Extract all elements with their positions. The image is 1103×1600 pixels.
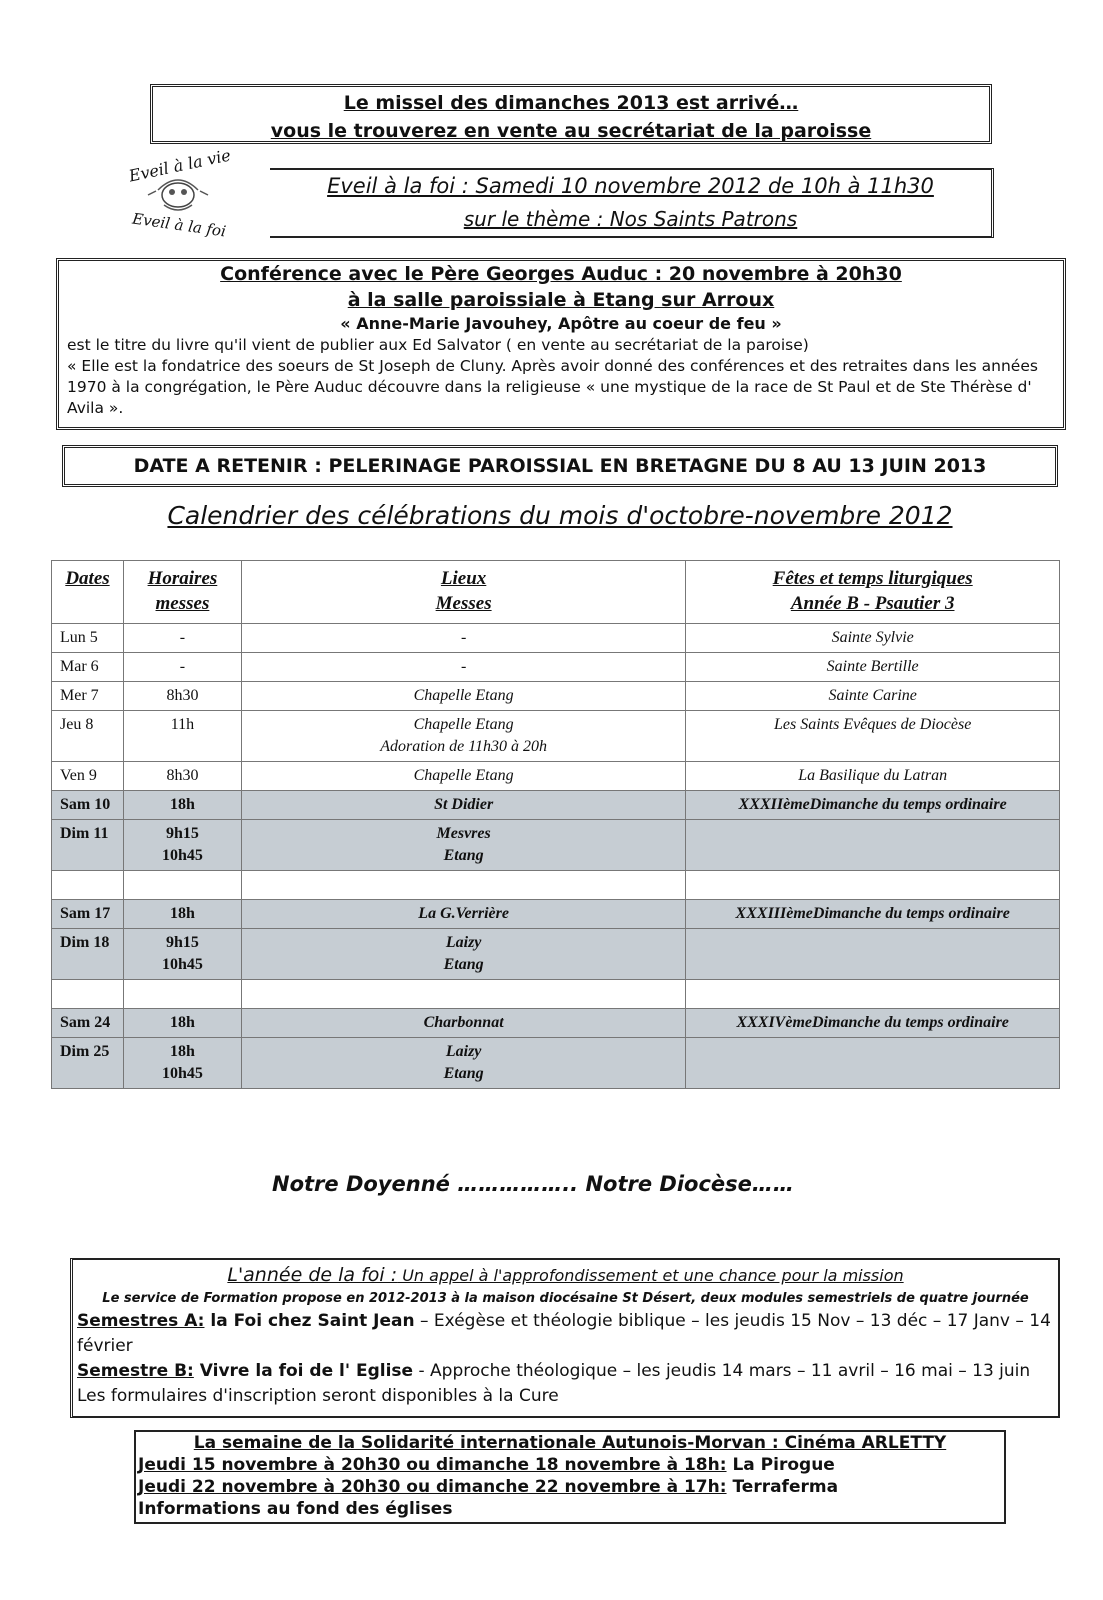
solidarite-title: La semaine de la Solidarité internationale Autunois-Morvan : Cinéma ARLETTY [193, 1433, 947, 1453]
solidarite-notice [134, 1430, 1006, 1524]
conference-notice [56, 258, 1066, 430]
row-fete: Les Saints Evêques de Diocèse [686, 711, 1060, 762]
row-time: 8h30 [123, 762, 241, 791]
logo-top-text: Eveil à la vie [127, 145, 233, 186]
header-horaires: Horaires messes [123, 561, 241, 624]
row-place: - [241, 653, 685, 682]
table-row [52, 624, 1060, 653]
semestre-a-title: la Foi chez Saint Jean [204, 1311, 415, 1331]
table-row [52, 820, 1060, 871]
row-time: 18h [123, 900, 241, 929]
table-row [52, 1009, 1060, 1038]
row-fete: XXXIIIèmeDimanche du temps ordinaire [686, 900, 1060, 929]
row-date: Lun 5 [52, 624, 124, 653]
missel-line2: vous le trouverez en vente au secrétariat de la paroisse [270, 120, 872, 142]
row-time: - [123, 653, 241, 682]
conference-p1: est le titre du livre qu'il vient de publier aux Ed Salvator ( en vente au secrétariat de la paroise) [67, 336, 809, 354]
conference-title2: à la salle paroissiale à Etang sur Arroux [347, 289, 775, 311]
row-time: 8h30 [123, 682, 241, 711]
semestre-a-label: Semestres A: [77, 1311, 205, 1331]
semestre-b-text: - Approche théologique – les jeudis 14 mars – 11 avril – 16 mai – 13 juin [413, 1361, 1031, 1381]
row-place: La G.Verrière [241, 900, 685, 929]
table-row [52, 653, 1060, 682]
conference-title1: Conférence avec le Père Georges Auduc : 20 novembre à 20h30 [220, 263, 902, 285]
annee-title [77, 1262, 1054, 1289]
row-fete: Sainte Bertille [686, 653, 1060, 682]
semestre-b-title: Vivre la foi de l' Eglise [193, 1361, 414, 1381]
solidarite-line1-film: La Pirogue [726, 1455, 835, 1475]
table-row [52, 711, 1060, 762]
table-row [52, 762, 1060, 791]
row-time: 9h15 10h45 [123, 820, 241, 871]
table-spacer-row [52, 871, 1060, 900]
row-place: Chapelle Etang [241, 762, 685, 791]
table-spacer-row [52, 980, 1060, 1009]
eveil-notice [270, 168, 994, 238]
row-date: Ven 9 [52, 762, 124, 791]
row-fete: XXXIIèmeDimanche du temps ordinaire [686, 791, 1060, 820]
row-date: Jeu 8 [52, 711, 124, 762]
eveil-line2: sur le thème : Nos Saints Patrons [463, 207, 798, 231]
solidarite-line2-date: Jeudi 22 novembre à 20h30 ou dimanche 22 novembre à 17h: [138, 1477, 727, 1497]
solidarite-line2 [138, 1476, 1002, 1498]
row-date: Sam 24 [52, 1009, 124, 1038]
semestre-b-label: Semestre B: [77, 1361, 194, 1381]
row-place: Chapelle Etang Adoration de 11h30 à 20h [241, 711, 685, 762]
eveil-logo [127, 145, 268, 250]
table-row [52, 900, 1060, 929]
table-row [52, 1038, 1060, 1089]
row-place: Mesvres Etang [241, 820, 685, 871]
row-fete: La Basilique du Latran [686, 762, 1060, 791]
date-retenir: DATE A RETENIR : PELERINAGE PAROISSIAL EN BRETAGNE DU 8 AU 13 JUIN 2013 [62, 445, 1058, 487]
row-date: Mer 7 [52, 682, 124, 711]
row-date: Dim 11 [52, 820, 124, 871]
row-place: - [241, 624, 685, 653]
row-place: Laizy Etang [241, 1038, 685, 1089]
row-fete: Sainte Carine [686, 682, 1060, 711]
row-time: 18h [123, 791, 241, 820]
row-time: 9h15 10h45 [123, 929, 241, 980]
table-row [52, 791, 1060, 820]
solidarite-line3: Informations au fond des églises [138, 1499, 453, 1519]
table-row [52, 929, 1060, 980]
table-row [52, 682, 1060, 711]
row-time: 18h [123, 1009, 241, 1038]
row-fete: XXXIVèmeDimanche du temps ordinaire [686, 1009, 1060, 1038]
annee-de-la-foi [70, 1258, 1060, 1418]
doyenne-diocese: Notre Doyenné …………….. Notre Diocèse…… [272, 1172, 794, 1196]
conference-p2: « Elle est la fondatrice des soeurs de St Joseph de Cluny. Après avoir donné des conférences et des retraites dans les années 1970 à la congrégation, le Père Auduc découvre dans la religieuse « une mystique de la race de St Paul et de Ste Thérèse d' Avila ». [67, 357, 1038, 417]
row-date: Sam 17 [52, 900, 124, 929]
calendar-table [51, 560, 1060, 1089]
eveil-line1: Eveil à la foi : Samedi 10 novembre 2012 de 10h à 11h30 [327, 174, 934, 198]
header-lieux: Lieux Messes [241, 561, 685, 624]
table-header [52, 561, 1060, 624]
logo-bottom-text: Eveil à la foi [131, 209, 228, 241]
row-place: Laizy Etang [241, 929, 685, 980]
annee-subtitle: Le service de Formation propose en 2012-2013 à la maison diocésaine St Désert, deux modules semestriels de quatre journée [102, 1291, 1029, 1306]
row-date: Dim 25 [52, 1038, 124, 1089]
conference-book: « Anne-Marie Javouhey, Apôtre au coeur de feu » [340, 314, 782, 333]
row-date: Sam 10 [52, 791, 124, 820]
row-time: 11h [123, 711, 241, 762]
row-time: 18h 10h45 [123, 1038, 241, 1089]
row-place: St Didier [241, 791, 685, 820]
annee-title-b: Un appel à l'approfondissement et une chance pour la mission [397, 1266, 904, 1285]
annee-forms: Les formulaires d'inscription seront disponibles à la Cure [77, 1386, 559, 1406]
annee-title-a: L'année de la foi : [227, 1264, 398, 1286]
row-fete [686, 820, 1060, 871]
row-time: - [123, 624, 241, 653]
solidarite-line1 [138, 1454, 1002, 1476]
calendar-title: Calendrier des célébrations du mois d'octobre-novembre 2012 [167, 501, 953, 530]
row-date: Mar 6 [52, 653, 124, 682]
missel-notice [150, 84, 992, 144]
row-fete [686, 929, 1060, 980]
semestre-a [77, 1309, 1054, 1359]
semestre-b [77, 1359, 1054, 1384]
solidarite-line2-film: Terraferma [726, 1477, 839, 1497]
row-date: Dim 18 [52, 929, 124, 980]
header-fetes: Fêtes et temps liturgiques Année B - Psautier 3 [686, 561, 1060, 624]
semestre-a-text: – Exégèse et théologie biblique – les jeudis 15 Nov – 13 déc – 17 Janv – 14 février [77, 1311, 1051, 1356]
row-place: Charbonnat [241, 1009, 685, 1038]
header-dates: Dates [52, 561, 124, 624]
missel-line1: Le missel des dimanches 2013 est arrivé… [343, 92, 799, 114]
solidarite-line1-date: Jeudi 15 novembre à 20h30 ou dimanche 18 novembre à 18h: [138, 1455, 727, 1475]
row-fete [686, 1038, 1060, 1089]
row-place: Chapelle Etang [241, 682, 685, 711]
row-fete: Sainte Sylvie [686, 624, 1060, 653]
